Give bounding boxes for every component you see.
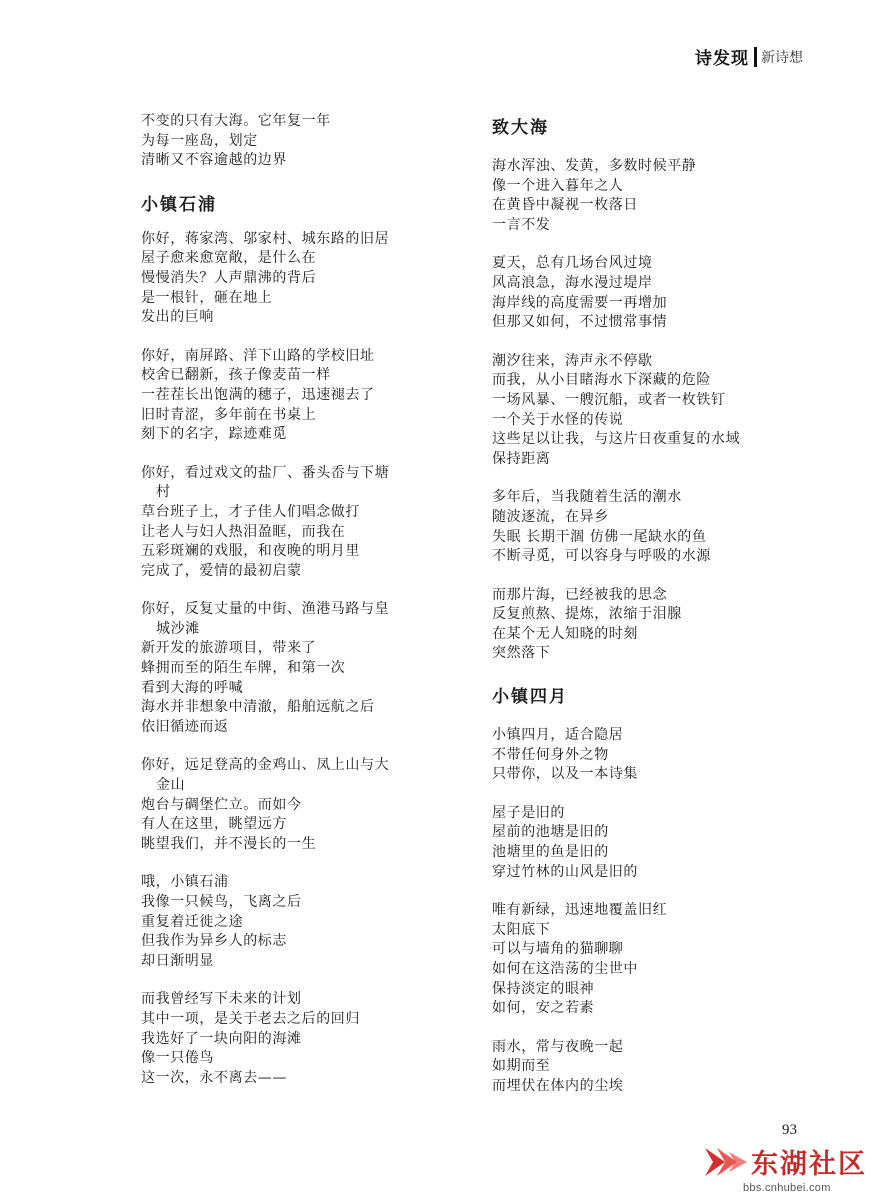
poem-line: 保持距离	[492, 450, 551, 467]
stanza	[141, 347, 461, 445]
stanza	[492, 1038, 812, 1097]
poem-line: 如何，安之若素	[492, 1000, 595, 1017]
poem-line: 慢慢消失？人声鼎沸的背后	[141, 269, 317, 286]
poem-line: 风高浪急，海水漫过堤岸	[492, 274, 653, 291]
stanza	[141, 230, 461, 328]
poem-line: 可以与墙角的猫聊聊	[492, 941, 624, 958]
poem-line: 村	[156, 484, 171, 501]
poem-line: 校舍已翻新，孩子像麦苗一样	[141, 367, 331, 384]
poem-line: 只带你，以及一本诗集	[492, 766, 638, 783]
poem-line: 让老人与妇人热泪盈眶，而我在	[141, 523, 346, 540]
poem-line: 海水浑浊、发黄，多数时候平静	[492, 158, 697, 174]
poem-line: 而我曾经写下未来的计划	[141, 991, 302, 1008]
stanza	[492, 901, 812, 1019]
poem-line: 不变的只有大海。它年复一年	[141, 113, 331, 129]
stanza	[141, 873, 461, 971]
poem-line: 一言不发	[492, 216, 551, 233]
stanza	[492, 352, 812, 470]
poem-line: 海水并非想象中清澈，船舶远航之后	[141, 699, 375, 716]
poem-line: 一茬茬长出饱满的穗子，迅速褪去了	[141, 386, 375, 403]
poem-line: 太阳底下	[492, 921, 551, 938]
stanza	[141, 600, 461, 737]
poem-line: 但我作为异乡人的标志	[141, 933, 287, 950]
poem-line: 而那片海，已经被我的思念	[492, 586, 668, 603]
poem-line: 但那又如何，不过惯常事情	[492, 314, 668, 331]
poem-line: 依旧循迹而返	[141, 718, 229, 735]
poem-body-zhi-dahai	[492, 157, 812, 664]
poem-line: 你好，反复丈量的中街、渔港马路与皇	[141, 601, 390, 618]
poem-line: 发出的巨响	[141, 309, 214, 326]
poem-line: 像一只倦鸟	[141, 1050, 214, 1067]
poem-line: 看到大海的呼喊	[141, 679, 244, 696]
stanza	[492, 804, 812, 882]
poem-line: 为每一座岛，划定	[141, 132, 258, 149]
poem-line: 而我，从小目睹海水下深藏的危险	[492, 372, 711, 389]
stanza	[492, 726, 812, 785]
intro-stanza	[141, 112, 461, 171]
poem-line: 清晰又不容逾越的边界	[141, 152, 287, 169]
poem-line: 城沙滩	[156, 620, 200, 637]
poem-line: 反复煎熬、提炼，浓缩于泪腺	[492, 606, 682, 623]
header-section-title: 诗发现	[695, 49, 749, 69]
stanza	[141, 990, 461, 1088]
poem-line: 屋子是旧的	[492, 804, 565, 821]
poem-line: 炮台与碉堡伫立。而如今	[141, 796, 302, 813]
poem-line: 哦，小镇石浦	[141, 874, 229, 891]
poem-line: 你好，蒋家湾、邬家村、城东路的旧居	[141, 230, 390, 247]
poem-title-xiaozhen-siyue: 小镇四月	[492, 687, 568, 708]
poem-line: 重复着迁徙之途	[141, 913, 244, 930]
watermark-name: 东湖社区	[751, 1149, 867, 1180]
poem-line: 屋前的池塘是旧的	[492, 824, 609, 841]
poem-line: 草台班子上，才子佳人们唱念做打	[141, 503, 360, 520]
poem-line: 如何在这浩荡的尘世中	[492, 961, 638, 977]
watermark-logo-icon	[703, 1142, 749, 1182]
poem-line: 旧时青涩，多年前在书桌上	[141, 406, 317, 423]
poem-line: 保持淡定的眼神	[492, 980, 595, 997]
poem-line: 你好，南屏路、洋下山路的学校旧址	[141, 347, 375, 364]
poem-line: 是一根针，砸在地上	[141, 289, 273, 306]
poem-line: 随波逐流，在异乡	[492, 508, 609, 525]
poem-line: 唯有新绿，迅速地覆盖旧红	[492, 902, 668, 919]
poem-body-xiaozhen-siyue	[492, 726, 812, 1097]
poem-line: 失眠 长期干涸 仿佛一尾缺水的鱼	[492, 528, 707, 545]
poem-line: 我像一只候鸟，飞离之后	[141, 894, 302, 910]
poem-line: 穿过竹林的山风是旧的	[492, 863, 638, 880]
poem-line: 蜂拥而至的陌生车牌，和第一次	[141, 660, 346, 677]
poem-line: 突然落下	[492, 645, 551, 662]
poem-line: 一个关于水怪的传说	[492, 411, 624, 428]
poem-body-xiaozhen-shipu	[141, 230, 461, 1089]
poem-line: 其中一项，是关于老去之后的回归	[141, 1010, 360, 1027]
poem-line: 不断寻觅，可以容身与呼吸的水源	[492, 548, 711, 565]
poem-line: 这一次，永不离去——	[141, 1069, 287, 1086]
poem-line: 在某个无人知晓的时刻	[492, 625, 638, 642]
poem-line: 而埋伏在体内的尘埃	[492, 1077, 624, 1094]
poem-line: 不带任何身外之物	[492, 746, 609, 763]
poem-line: 眺望我们，并不漫长的一生	[141, 835, 317, 852]
poem-line: 如期而至	[492, 1058, 551, 1075]
watermark-url: bbs.cnhubei.com	[743, 1182, 831, 1194]
poem-line: 潮汐往来，涛声永不停歇	[492, 352, 653, 369]
poem-line: 海岸线的高度需要一再增加	[492, 294, 668, 311]
poem-line: 在黄昏中凝视一枚落日	[492, 197, 638, 214]
poem-line: 这些足以让我，与这片日夜重复的水域	[492, 431, 741, 448]
poem-line: 却日渐明显	[141, 952, 214, 969]
poem-line: 一场风暴、一艘沉船，或者一枚铁钉	[492, 391, 726, 408]
poem-title-xiaozhen-shipu: 小镇石浦	[141, 194, 217, 215]
header-subtitle: 新诗想	[761, 49, 803, 66]
stanza	[141, 756, 461, 854]
poem-line: 金山	[156, 777, 186, 794]
stanza	[492, 157, 812, 235]
poem-line: 屋子愈来愈宽敞，是什么在	[141, 250, 317, 267]
poem-line: 我选好了一块向阳的海滩	[141, 1030, 302, 1047]
poem-line: 新开发的旅游项目，带来了	[141, 640, 317, 657]
stanza	[492, 488, 812, 566]
poem-line: 有人在这里，眺望远方	[141, 816, 287, 833]
running-header	[695, 44, 803, 69]
poem-line: 夏天，总有几场台风过境	[492, 255, 653, 272]
poem-line: 小镇四月，适合隐居	[492, 727, 624, 744]
page-number: 93	[782, 1122, 797, 1138]
stanza	[492, 586, 812, 664]
site-watermark	[703, 1138, 883, 1198]
poem-title-zhi-dahai: 致大海	[492, 118, 549, 138]
poem-line: 像一个进入暮年之人	[492, 177, 624, 194]
left-column	[141, 112, 461, 1107]
right-column	[492, 114, 812, 1116]
poem-line: 池塘里的鱼是旧的	[492, 844, 609, 861]
stanza	[141, 464, 461, 582]
stanza	[492, 254, 812, 332]
poem-line: 多年后，当我随着生活的潮水	[492, 489, 682, 506]
poem-line: 完成了，爱情的最初启蒙	[141, 562, 302, 579]
poem-line: 你好，远足登高的金鸡山、凤上山与大	[141, 757, 390, 774]
poem-line: 你好，看过戏文的盐厂、番头岙与下塘	[141, 464, 390, 481]
poem-line: 刻下的名字，踪迹难觅	[141, 426, 287, 443]
poem-line: 五彩斑斓的戏服，和夜晚的明月里	[141, 543, 360, 560]
poem-line: 雨水，常与夜晚一起	[492, 1038, 624, 1055]
header-divider	[754, 47, 757, 67]
